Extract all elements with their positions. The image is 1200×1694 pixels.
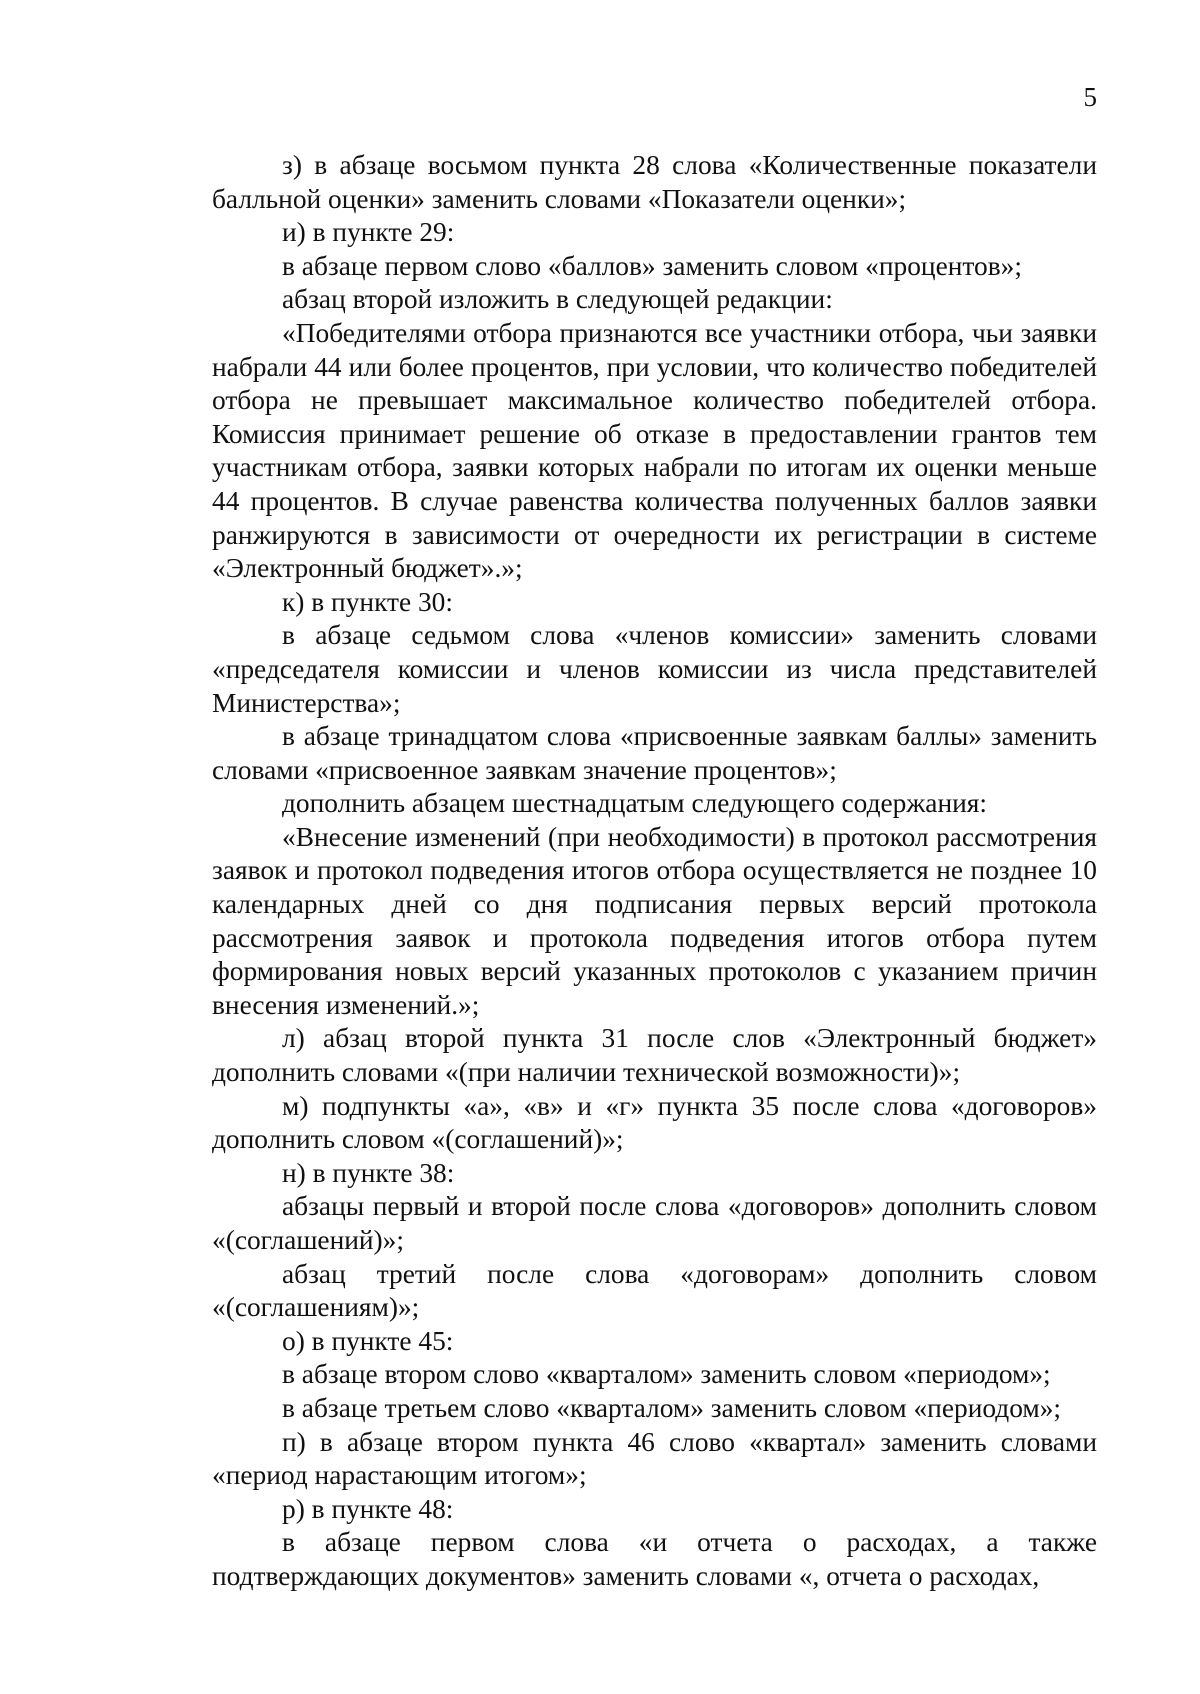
paragraph-l: л) абзац второй пункта 31 после слов «Электронный бюджет» дополнить словами «(при наличии технической возможности)»; [212,1023,1097,1088]
paragraph-m: м) подпункты «а», «в» и «г» пункта 35 после слова «договоров» дополнить словом «(соглашений)»; [212,1090,1097,1155]
paragraph-i: и) в пункте 29: [282,217,455,248]
paragraph-r: р) в пункте 48: [282,1493,454,1524]
paragraph-quote-winners: «Победителями отбора признаются все участники отбора, чьи заявки набрали 44 или более процентов, при условии, что количество победителей отбора не превышает максимальное количество победителей отбора. Комиссия принимает решение об отказе в предоставлении грантов тем участникам отбора, заявки которых набрали по итогам их оценки меньше 44 процентов. В случае равенства количества полученных баллов заявки ранжируются в зависимости от очередности их регистрации в системе «Электронный бюджет».»; [212,317,1097,584]
paragraph-z: з) в абзаце восьмом пункта 28 слова «Количественные показатели балльной оценки» заменить словами «Показатели оценки»; [212,150,1097,214]
paragraph-k: к) в пункте 30: [282,586,453,617]
paragraph-o-2: в абзаце третьем слово «кварталом» заменить словом «периодом»; [282,1392,1062,1423]
paragraph-p: п) в абзаце втором пункта 46 слово «квартал» заменить словами «период нарастающим итогом»; [212,1426,1097,1491]
document-body [212,149,1097,1594]
paragraph-n-2: абзац третий после слова «договорам» дополнить словом «(соглашениям)»; [212,1258,1097,1323]
paragraph-k-1: в абзаце седьмом слова «членов комиссии» заменить словами «председателя комиссии и членов комиссии из числа представителей Министерства»; [212,620,1097,718]
page-number: 5 [1083,82,1097,112]
paragraph-i-1: в абзаце первом слово «баллов» заменить словом «процентов»; [282,250,1022,281]
paragraph-o-1: в абзаце втором слово «кварталом» заменить словом «периодом»; [282,1359,1051,1390]
paragraph-quote-changes: «Внесение изменений (при необходимости) в протокол рассмотрения заявок и протокол подведения итогов отбора осуществляется не позднее 10 календарных дней со дня подписания первых версий протокола рассмотрения заявок и протокола подведения итогов отбора путем формирования новых версий указанных протоколов с указанием причин внесения изменений.»; [212,821,1097,1020]
paragraph-r-1: в абзаце первом слова «и отчета о расходах, а также подтверждающих документов» заменить словами «, отчета о расходах, [212,1527,1097,1591]
paragraph-o: о) в пункте 45: [282,1325,454,1356]
paragraph-k-2: в абзаце тринадцатом слова «присвоенные заявкам баллы» заменить словами «присвоенное заявкам значение процентов»; [212,721,1097,785]
paragraph-i-2: абзац второй изложить в следующей редакции: [282,284,833,315]
paragraph-n: н) в пункте 38: [282,1157,455,1188]
paragraph-n-1: абзацы первый и второй после слова «договоров» дополнить словом «(соглашений)»; [212,1191,1097,1255]
paragraph-k-3: дополнить абзацем шестнадцатым следующего содержания: [282,788,987,819]
